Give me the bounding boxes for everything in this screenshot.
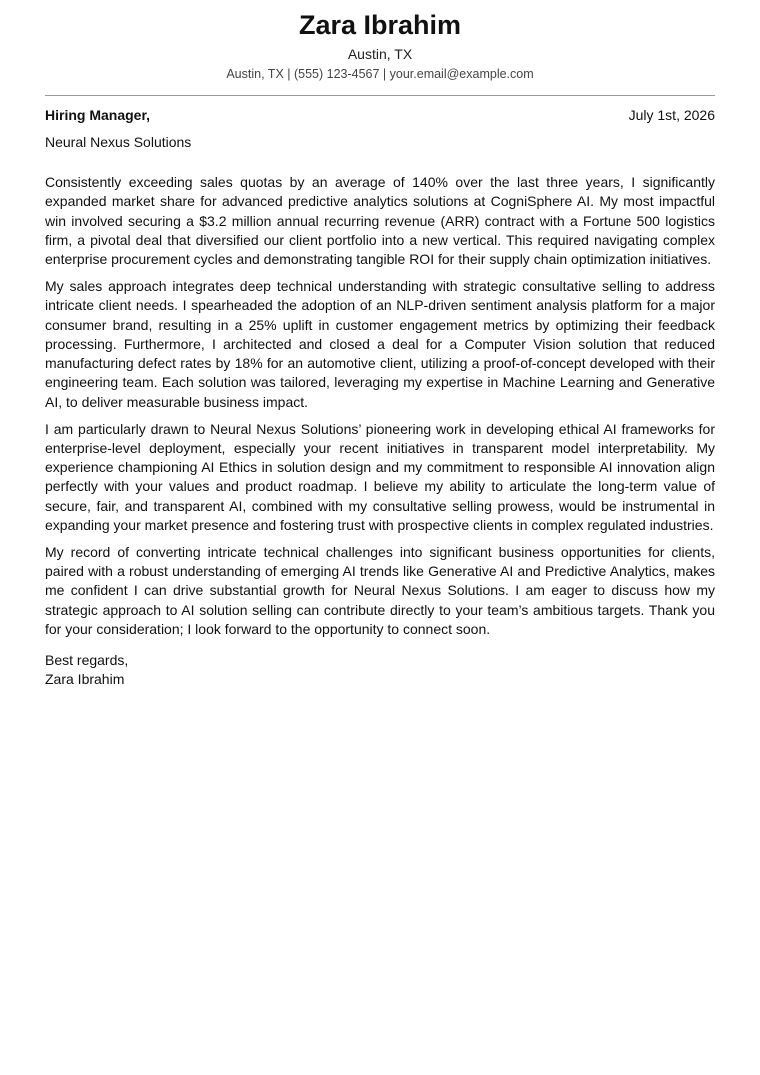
body-paragraph-1: Consistently exceeding sales quotas by an average of 140% over the last three years, I significantly expanded market share for advanced predictive analytics solutions at CogniSphere AI. My most impactful win involved securing a $3.2 million annual recurring revenue (ARR) contract with a Fortune 500 logistics firm, a pivotal deal that diversified our client portfolio into a new vertical. This required navigating complex enterprise procurement cycles and demonstrating tangible ROI for their supply chain optimization initiatives.: [45, 174, 715, 268]
recipient-date-row: [45, 106, 715, 124]
body-paragraph-4: My record of converting intricate technical challenges into significant business opportunities for clients, paired with a robust understanding of emerging AI trends like Generative AI and Predictive Analytics, makes me confident I can drive substantial growth for Neural Nexus Solutions. I am eager to discuss how my strategic approach to AI solution selling can contribute directly to your team’s ambitious targets. Thank you for your consideration; I look forward to the opportunity to connect soon.: [45, 543, 715, 638]
body-paragraph-3: I am particularly drawn to Neural Nexus Solutions’ pioneering work in developing ethical AI frameworks for enterprise-level deployment, especially your recent initiatives in transparent model interpretability. My experience championing AI Ethics in solution design and my commitment to responsible AI innovation align perfectly with your values and product roadmap. I believe my ability to articulate the long-term value of secure, fair, and transparent AI, combined with my consultative selling prowess, would be instrumental in expanding your market presence and fostering trust with prospective clients in complex regulated industries.: [45, 420, 715, 534]
letter-body: [45, 173, 715, 639]
closing-phrase: Best regards,: [45, 652, 129, 669]
signature-name: Zara Ibrahim: [45, 671, 125, 688]
body-paragraph-2: My sales approach integrates deep technical understanding with strategic consultative selling to address intricate client needs. I spearheaded the adoption of an NLP-driven sentiment analysis platform for a major consumer brand, resulting in a 25% uplift in customer engagement metrics by optimizing their feedback processing. Furthermore, I architected and closed a deal for a Computer Vision solution that reduced manufacturing defect rates by 18% for an automotive client, utilizing a proof-of-concept developed with their engineering team. Each solution was tailored, leveraging my expertise in Machine Learning and Generative AI, to deliver measurable business impact.: [45, 277, 715, 410]
header-divider: [45, 95, 715, 96]
letter-header: [45, 0, 715, 82]
recipient-company: Neural Nexus Solutions: [45, 134, 192, 150]
letter-date: July 1st, 2026: [628, 107, 715, 123]
applicant-name: Zara Ibrahim: [298, 10, 462, 40]
applicant-contact-line: Austin, TX | (555) 123-4567 | your.email@example.com: [226, 67, 534, 81]
applicant-location: Austin, TX: [347, 46, 413, 62]
recipient-salutation: Hiring Manager,: [45, 107, 151, 123]
letter-closing: [45, 651, 715, 689]
